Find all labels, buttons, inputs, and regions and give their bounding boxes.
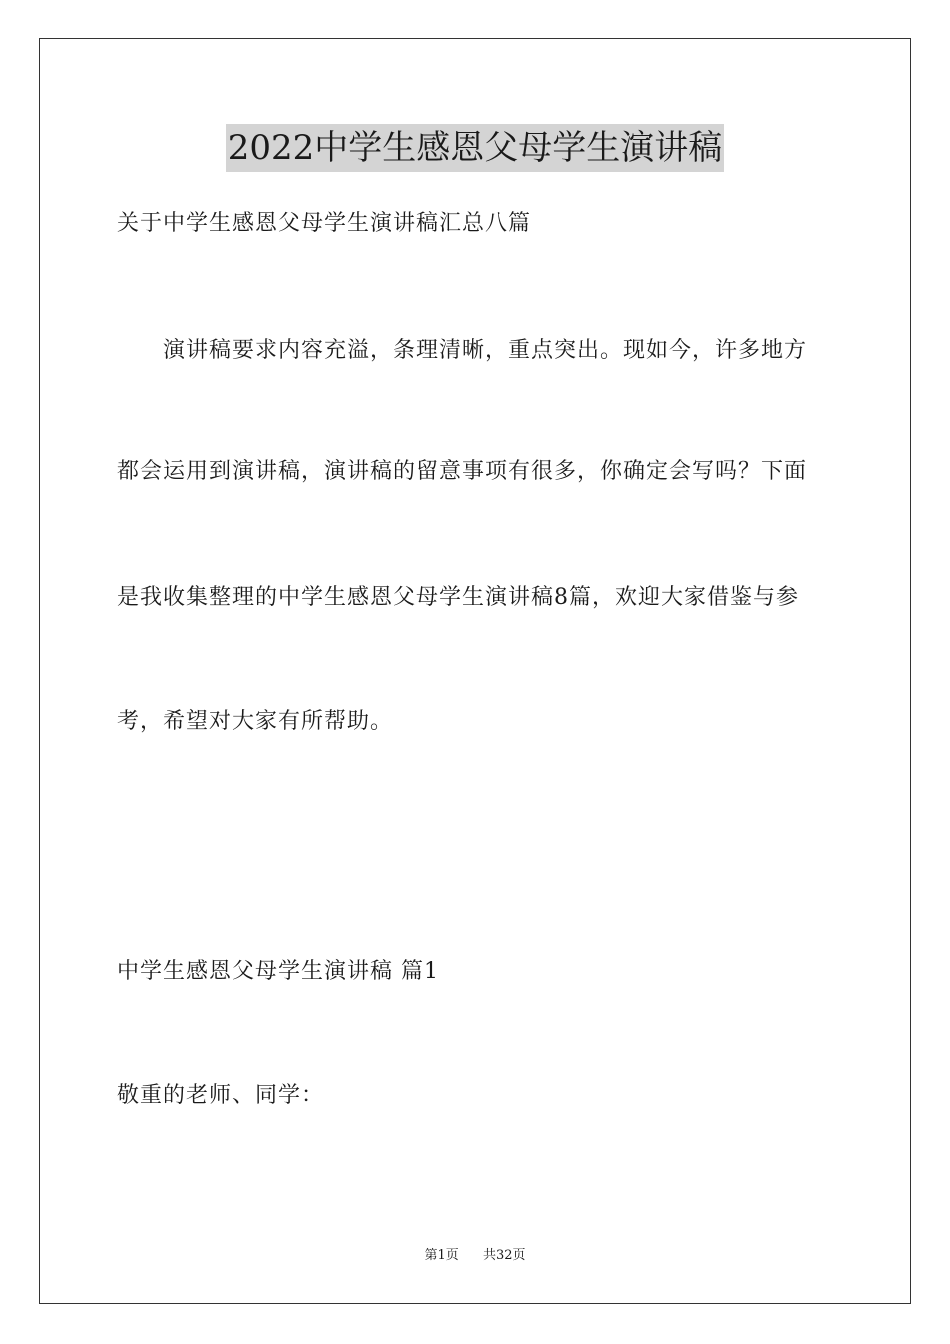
page-footer [0,1247,950,1265]
salutation: 敬重的老师、同学： [117,1083,325,1108]
intro-line-1: 演讲稿要求内容充溢，条理清晰，重点突出。现如今，许多地方 [163,338,808,363]
title-container [0,124,950,172]
document-title: 2022中学生感恩父母学生演讲稿 [226,124,725,172]
document-subtitle: 关于中学生感恩父母学生演讲稿汇总八篇 [117,211,532,236]
intro-line-4: 考，希望对大家有所帮助。 [117,709,394,734]
intro-line-2: 都会运用到演讲稿，演讲稿的留意事项有很多，你确定会写吗？下面 [117,459,808,484]
section-heading: 中学生感恩父母学生演讲稿 篇1 [117,959,439,984]
page-number: 第1页 [424,1248,459,1263]
intro-line-3: 是我收集整理的中学生感恩父母学生演讲稿8篇，欢迎大家借鉴与参 [117,585,799,610]
page-total: 共32页 [483,1248,526,1263]
